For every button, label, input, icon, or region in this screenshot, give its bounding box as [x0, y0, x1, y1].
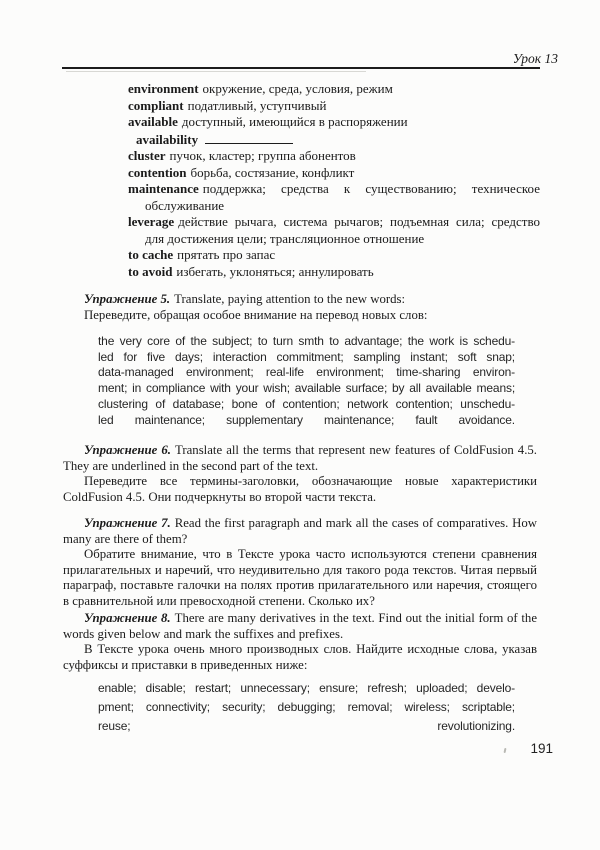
exercise-6-task-en-text: Translate all the terms that represent new features of ColdFusion 4.5. They are underlined in the second part of the text.	[63, 443, 537, 473]
exercise-8-task-en-text: There are many derivatives in the text. Find out the initial form of the words given below and mark the suffixes and prefixes.	[63, 611, 537, 641]
vocabulary-translation: податливый, уступчивый	[187, 97, 327, 113]
vocabulary-entry	[128, 114, 540, 131]
vocabulary-term: availability	[136, 131, 199, 147]
exercise-8-word-list	[98, 679, 515, 736]
exercise-8-task-ru-text: В Тексте урока очень много производных слов. Найдите исходные слова, указав суффиксы и приставки в приведенных ниже:	[63, 642, 537, 672]
exercise-5-label: Упражнение 5.	[84, 292, 171, 306]
exercise-7	[63, 516, 537, 609]
word-list-line: the very core of the subject; to turn smth to advantage; the work is schedu-	[98, 334, 515, 348]
word-list-line: pment; connectivity; security; debugging; removal; wireless; scriptable;	[98, 700, 515, 714]
exercise-5-task-en	[63, 291, 537, 307]
vocabulary-entry	[128, 264, 540, 281]
vocabulary-term: available	[128, 114, 178, 129]
vocabulary-translation: избегать, уклоняться; аннулировать	[176, 263, 374, 279]
vocabulary-translation: пучок, кластер; группа абонентов	[169, 148, 356, 163]
vocabulary-list	[128, 81, 540, 280]
lesson-label: Урок 13	[512, 51, 558, 66]
vocabulary-translation: поддержка; средства к существованию; техническое обслуживание	[145, 181, 540, 213]
exercise-6-task-ru-text: Переведите все термины-заголовки, обозначающие новые характеристики ColdFusion 4.5. Они подчеркнуты во второй части текста.	[63, 474, 537, 504]
vocabulary-entry	[128, 81, 540, 98]
vocabulary-term: to cache	[128, 247, 174, 262]
exercise-6-task-en	[63, 443, 537, 474]
exercise-5-task-en-text: Translate, paying attention to the new words:	[174, 292, 406, 306]
word-list-line: enable; disable; restart; unnecessary; ensure; refresh; uploaded; develo-	[98, 681, 515, 695]
vocabulary-term: environment	[128, 81, 199, 96]
word-list-line: ment; in compliance with your wish; available surface; by all available means;	[98, 381, 515, 396]
exercise-8-label: Упражнение 8.	[84, 611, 171, 625]
word-list-line: data-managed environment; real-life environment; time-sharing environ-	[98, 365, 515, 380]
header-rule-scan-echo	[66, 71, 366, 72]
exercise-6-task-ru	[63, 474, 537, 505]
exercise-8-task-en	[63, 611, 537, 642]
vocabulary-term: to avoid	[128, 263, 173, 279]
vocabulary-translation: окружение, среда, условия, режим	[202, 81, 393, 96]
scan-artifact-mark	[504, 748, 507, 753]
vocabulary-translation: прятать про запас	[177, 247, 276, 262]
exercise-7-task-en-text: Read the first paragraph and mark all the cases of comparatives. How many are there of them?	[63, 516, 537, 546]
vocabulary-entry	[128, 181, 540, 214]
vocabulary-entry	[128, 98, 540, 115]
exercise-5-word-list	[98, 334, 515, 428]
vocabulary-entry	[128, 131, 540, 149]
vocabulary-translation: доступный, имеющийся в распоряжении	[181, 114, 408, 129]
vocabulary-term: cluster	[128, 148, 166, 163]
page-header	[62, 48, 558, 69]
exercise-7-task-ru	[63, 547, 537, 609]
exercise-5-task-ru	[63, 307, 537, 323]
vocabulary-term: leverage	[128, 214, 175, 229]
exercise-8	[63, 611, 537, 673]
vocabulary-entry	[128, 148, 540, 165]
vocabulary-entry	[128, 214, 540, 247]
exercise-6-label: Упражнение 6.	[84, 443, 171, 457]
word-list-line: led for five days; interaction commitment; sampling instant; soft snap;	[98, 349, 515, 364]
exercise-7-task-ru-text: Обратите внимание, что в Тексте урока часто используются степени сравнения прилагательных и наречий, что неудивительно для такого рода текстов. Читая первый параграф, поставьте галочки на полях против прилагательного или наречия, стоящего в сравнительной или превосходной степени. Сколько их?	[63, 547, 537, 608]
exercise-6	[63, 443, 537, 505]
header-rule	[62, 67, 540, 70]
page-number: 191	[530, 741, 553, 756]
word-list-line: clustering of database; bone of contention; network contention; unschedu-	[98, 396, 515, 411]
fill-in-blank	[205, 131, 293, 144]
vocabulary-term: contention	[128, 164, 187, 180]
vocabulary-entry	[128, 247, 540, 264]
word-list-line: reuse; revolutionizing.	[98, 719, 515, 733]
exercise-5-task-ru-text: Переведите, обращая особое внимание на перевод новых слов:	[84, 308, 428, 322]
vocabulary-translation: борьба, состязание, конфликт	[190, 164, 355, 180]
exercise-7-task-en	[63, 516, 537, 547]
exercise-7-label: Упражнение 7.	[84, 516, 171, 530]
exercise-8-task-ru	[63, 642, 537, 673]
exercise-5	[63, 291, 537, 323]
vocabulary-entry	[128, 165, 540, 182]
word-list-line: led maintenance; supplementary maintenance; fault avoidance.	[98, 412, 515, 427]
vocabulary-translation: действие рычага, система рычагов; подъемная сила; средство для достижения цели; трансляционное отношение	[145, 214, 540, 246]
vocabulary-term: maintenance	[128, 181, 199, 196]
vocabulary-term: compliant	[128, 97, 184, 113]
